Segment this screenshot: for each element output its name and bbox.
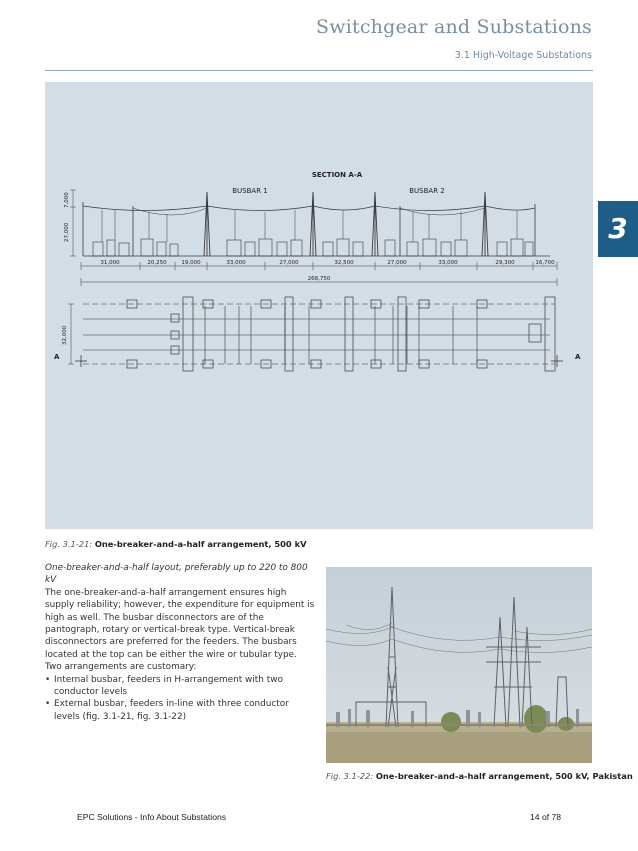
page-number: 14 of 78 [530, 812, 562, 822]
height-top-dimension: 7,000 [64, 192, 70, 208]
section-marker-left: A [54, 353, 60, 361]
body-section [45, 562, 315, 723]
layout-diagram [45, 82, 593, 529]
substation-photo [326, 567, 592, 763]
list-item: • External busbar, feeders in-line with three conductor levels (fig. 3.1-21, fig. 3.1-22) [45, 699, 289, 722]
height-total-dimension: 27,000 [64, 222, 70, 242]
busbar1-label: BUSBAR 1 [232, 187, 268, 195]
bullet-list [45, 674, 315, 724]
dimension-label: 16,700 [535, 260, 555, 266]
figure2-title: One-breaker-and-a-half arrangement, 500 kV, Pakistan [375, 771, 633, 781]
dimension-label: 33,000 [438, 260, 458, 266]
page-header-title: Switchgear and Substations [316, 16, 592, 38]
total-dimension-label: 268,750 [307, 276, 331, 282]
dimension-label: 31,000 [100, 260, 120, 266]
figure1-caption [45, 539, 307, 549]
section-label: SECTION A-A [311, 171, 363, 179]
dimension-label: 33,000 [226, 260, 246, 266]
footer-source: EPC Solutions - Info About Substations [77, 812, 227, 822]
dimension-label: 29,300 [495, 260, 515, 266]
dimension-label: 27,000 [387, 260, 407, 266]
dimension-label: 32,500 [334, 260, 354, 266]
bullet-text: Internal busbar, feeders in H-arrangement with two conductor levels [54, 674, 283, 698]
section-heading: One-breaker-and-a-half layout, preferably up to 220 to 800 kV [45, 563, 308, 586]
section-marker-right: A [575, 353, 581, 361]
header-divider [45, 70, 593, 71]
page-header-subtitle: 3.1 High-Voltage Substations [454, 50, 592, 61]
list-item: • Internal busbar, feeders in H-arrangement with two conductor levels [45, 674, 283, 698]
figure1-title: One-breaker-and-a-half arrangement, 500 kV [94, 539, 307, 549]
figure2-ref: Fig. 3.1-22: [326, 771, 374, 781]
figure1-ref: Fig. 3.1-21: [45, 539, 93, 549]
plan-width-dimension: 32,000 [62, 325, 68, 345]
chapter-tab[interactable]: 3 [598, 201, 638, 257]
dimension-label: 19,000 [181, 260, 201, 266]
dimension-label: 20,250 [147, 260, 167, 266]
body-paragraph: The one-breaker-and-a-half arrangement ensures high supply reliability; however, the expenditure for equipment is high as well. The busbar disconnectors are of the pantograph, rotary or vertical-break type. Vertical-break disconnectors are preferred for the feeders. The busbars located at the top can be either the wire or tubular type. Two arrangements are customary: [45, 587, 315, 673]
substation-layout-figure [45, 82, 593, 529]
bullet-text: External busbar, feeders in-line with three conductor levels (fig. 3.1-21, fig. 3.1-22) [54, 699, 289, 722]
busbar2-label: BUSBAR 2 [409, 187, 445, 195]
dimension-label: 27,000 [279, 260, 299, 266]
figure2-caption [326, 771, 633, 781]
